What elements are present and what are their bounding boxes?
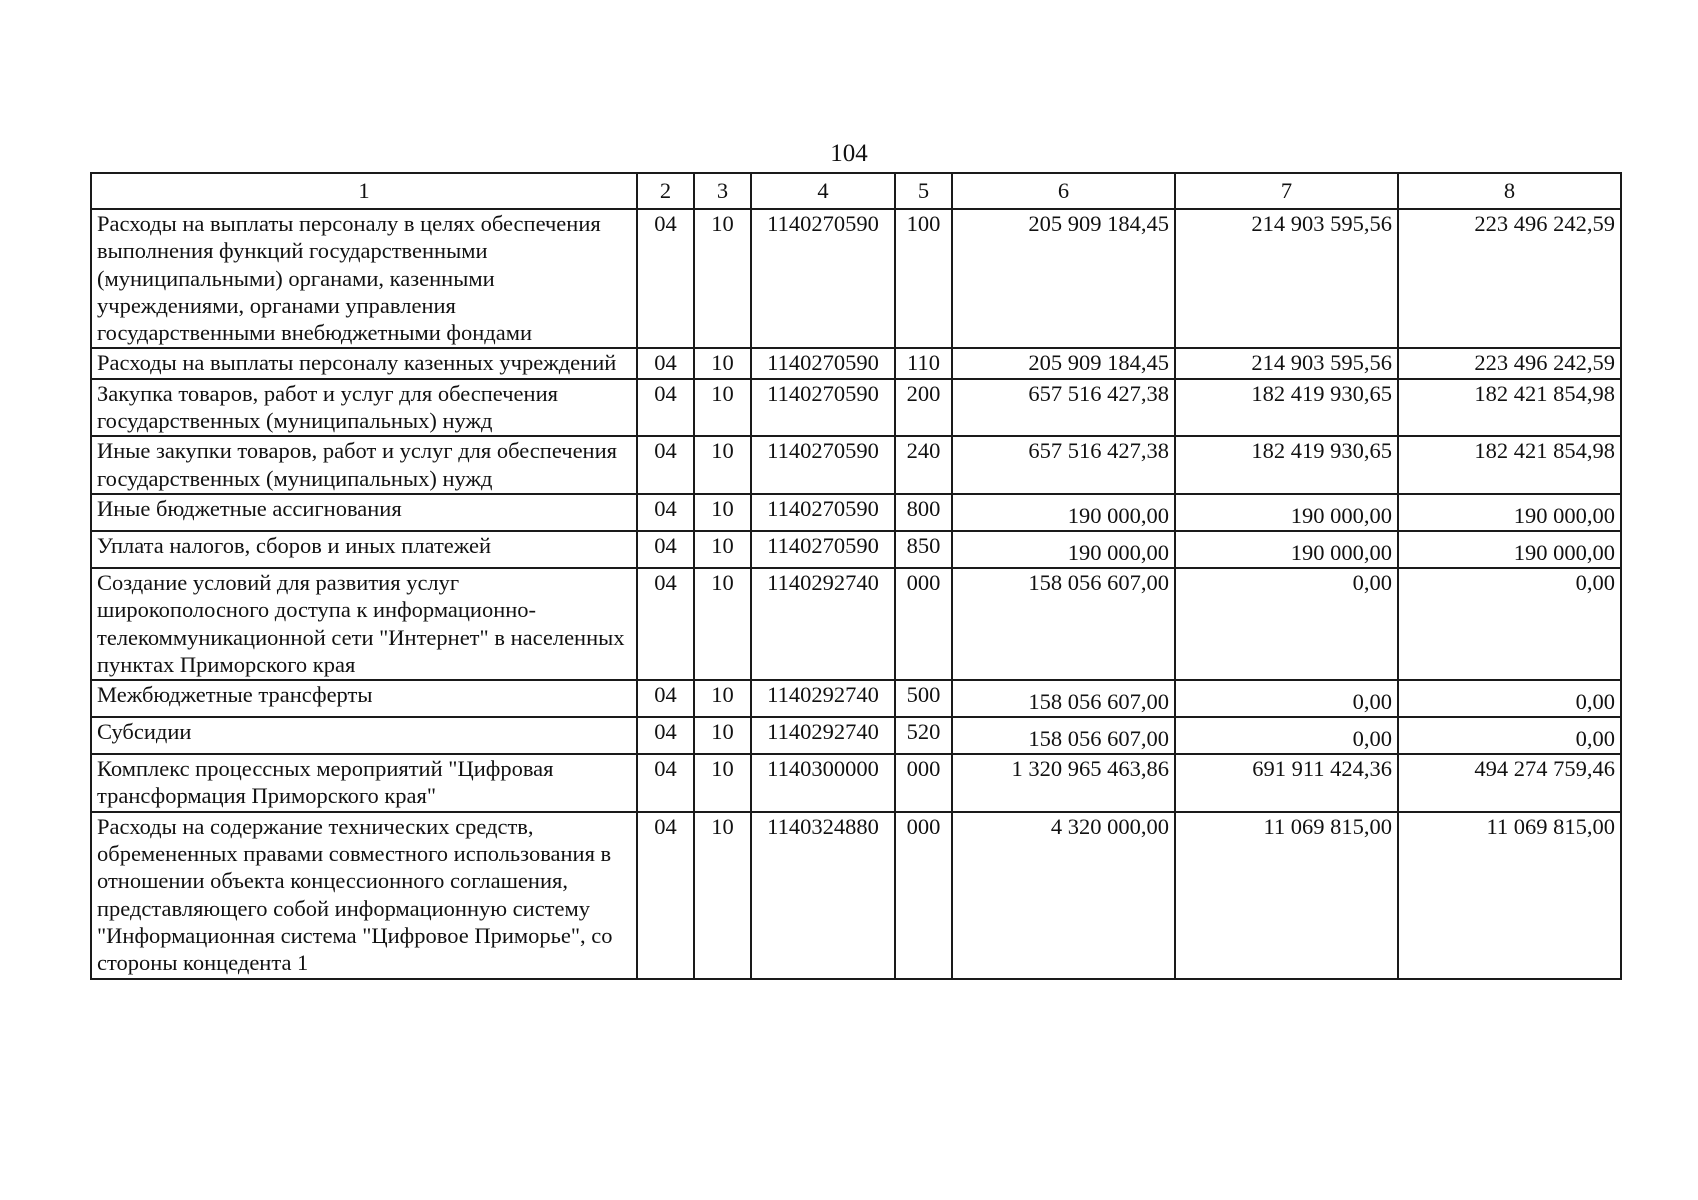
row-section-code: 04 (637, 717, 694, 754)
row-subsection-code: 10 (694, 680, 751, 717)
table-row (91, 812, 1621, 979)
row-subsection-code: 10 (694, 568, 751, 680)
row-target-code: 1140270590 (751, 209, 895, 348)
row-amount-col8: 223 496 242,59 (1398, 209, 1621, 348)
row-expense-type-code: 520 (895, 717, 952, 754)
row-description: Расходы на выплаты персоналу в целях обеспечения выполнения функций государственными (муниципальными) органами, казенными учреждениями, органами управления государственными внебюджетными фондами (91, 209, 637, 348)
row-target-code: 1140324880 (751, 812, 895, 979)
row-description: Закупка товаров, работ и услуг для обеспечения государственных (муниципальных) нужд (91, 379, 637, 437)
row-description: Межбюджетные трансферты (91, 680, 637, 717)
page-number: 104 (830, 140, 868, 167)
row-amount-col8: 182 421 854,98 (1398, 436, 1621, 494)
row-section-code: 04 (637, 209, 694, 348)
row-section-code: 04 (637, 531, 694, 568)
row-amount-col6: 1 320 965 463,86 (952, 754, 1175, 812)
table-row (91, 209, 1621, 348)
row-subsection-code: 10 (694, 494, 751, 531)
row-amount-col6: 158 056 607,00 (952, 717, 1175, 754)
table-row (91, 379, 1621, 437)
table-row (91, 680, 1621, 717)
row-amount-col8: 11 069 815,00 (1398, 812, 1621, 979)
row-description: Расходы на выплаты персоналу казенных учреждений (91, 348, 637, 378)
table-row (91, 754, 1621, 812)
budget-table (90, 172, 1622, 980)
row-amount-col7: 0,00 (1175, 717, 1398, 754)
table-row (91, 531, 1621, 568)
row-description: Субсидии (91, 717, 637, 754)
row-section-code: 04 (637, 568, 694, 680)
row-subsection-code: 10 (694, 436, 751, 494)
column-header-7: 7 (1175, 173, 1398, 209)
row-expense-type-code: 500 (895, 680, 952, 717)
row-expense-type-code: 800 (895, 494, 952, 531)
row-section-code: 04 (637, 680, 694, 717)
row-target-code: 1140270590 (751, 494, 895, 531)
column-header-8: 8 (1398, 173, 1621, 209)
row-section-code: 04 (637, 348, 694, 378)
row-amount-col8: 494 274 759,46 (1398, 754, 1621, 812)
row-amount-col7: 190 000,00 (1175, 494, 1398, 531)
row-amount-col7: 0,00 (1175, 568, 1398, 680)
column-header-5: 5 (895, 173, 952, 209)
row-description: Создание условий для развития услуг широкополосного доступа к информационно-телекоммуникационной сети "Интернет" в населенных пунктах Приморского края (91, 568, 637, 680)
column-header-2: 2 (637, 173, 694, 209)
row-target-code: 1140270590 (751, 379, 895, 437)
row-amount-col7: 214 903 595,56 (1175, 209, 1398, 348)
row-amount-col7: 11 069 815,00 (1175, 812, 1398, 979)
row-expense-type-code: 240 (895, 436, 952, 494)
table-row (91, 348, 1621, 378)
row-subsection-code: 10 (694, 348, 751, 378)
row-amount-col8: 190 000,00 (1398, 531, 1621, 568)
column-header-6: 6 (952, 173, 1175, 209)
column-header-3: 3 (694, 173, 751, 209)
row-description: Иные закупки товаров, работ и услуг для обеспечения государственных (муниципальных) нужд (91, 436, 637, 494)
row-target-code: 1140270590 (751, 348, 895, 378)
table-row (91, 568, 1621, 680)
row-subsection-code: 10 (694, 379, 751, 437)
column-header-1: 1 (91, 173, 637, 209)
row-section-code: 04 (637, 379, 694, 437)
row-section-code: 04 (637, 494, 694, 531)
row-amount-col8: 0,00 (1398, 717, 1621, 754)
row-expense-type-code: 110 (895, 348, 952, 378)
row-expense-type-code: 000 (895, 812, 952, 979)
row-amount-col7: 0,00 (1175, 680, 1398, 717)
row-target-code: 1140270590 (751, 436, 895, 494)
row-target-code: 1140292740 (751, 568, 895, 680)
row-amount-col7: 182 419 930,65 (1175, 436, 1398, 494)
row-amount-col8: 0,00 (1398, 680, 1621, 717)
row-target-code: 1140270590 (751, 531, 895, 568)
header-row (91, 173, 1621, 209)
row-subsection-code: 10 (694, 717, 751, 754)
row-amount-col6: 190 000,00 (952, 494, 1175, 531)
row-amount-col7: 214 903 595,56 (1175, 348, 1398, 378)
row-subsection-code: 10 (694, 209, 751, 348)
row-target-code: 1140300000 (751, 754, 895, 812)
row-expense-type-code: 200 (895, 379, 952, 437)
row-section-code: 04 (637, 812, 694, 979)
row-amount-col6: 657 516 427,38 (952, 379, 1175, 437)
row-expense-type-code: 000 (895, 754, 952, 812)
row-target-code: 1140292740 (751, 680, 895, 717)
table-row (91, 436, 1621, 494)
row-amount-col7: 182 419 930,65 (1175, 379, 1398, 437)
row-amount-col7: 190 000,00 (1175, 531, 1398, 568)
row-amount-col6: 205 909 184,45 (952, 348, 1175, 378)
row-amount-col6: 205 909 184,45 (952, 209, 1175, 348)
row-expense-type-code: 000 (895, 568, 952, 680)
row-subsection-code: 10 (694, 754, 751, 812)
row-amount-col6: 190 000,00 (952, 531, 1175, 568)
row-amount-col8: 182 421 854,98 (1398, 379, 1621, 437)
row-amount-col8: 190 000,00 (1398, 494, 1621, 531)
row-subsection-code: 10 (694, 812, 751, 979)
row-target-code: 1140292740 (751, 717, 895, 754)
column-header-4: 4 (751, 173, 895, 209)
row-description: Комплекс процессных мероприятий "Цифровая трансформация Приморского края" (91, 754, 637, 812)
row-description: Иные бюджетные ассигнования (91, 494, 637, 531)
row-section-code: 04 (637, 436, 694, 494)
row-amount-col7: 691 911 424,36 (1175, 754, 1398, 812)
row-amount-col6: 657 516 427,38 (952, 436, 1175, 494)
row-expense-type-code: 100 (895, 209, 952, 348)
table-row (91, 494, 1621, 531)
row-subsection-code: 10 (694, 531, 751, 568)
table-row (91, 717, 1621, 754)
row-description: Расходы на содержание технических средств, обремененных правами совместного использования в отношении объекта концессионного соглашения, представляющего собой информационную систему "Информационная система "Цифровое Приморье", со стороны концедента 1 (91, 812, 637, 979)
row-expense-type-code: 850 (895, 531, 952, 568)
row-amount-col6: 158 056 607,00 (952, 568, 1175, 680)
row-section-code: 04 (637, 754, 694, 812)
row-amount-col8: 223 496 242,59 (1398, 348, 1621, 378)
row-description: Уплата налогов, сборов и иных платежей (91, 531, 637, 568)
row-amount-col6: 4 320 000,00 (952, 812, 1175, 979)
row-amount-col8: 0,00 (1398, 568, 1621, 680)
row-amount-col6: 158 056 607,00 (952, 680, 1175, 717)
